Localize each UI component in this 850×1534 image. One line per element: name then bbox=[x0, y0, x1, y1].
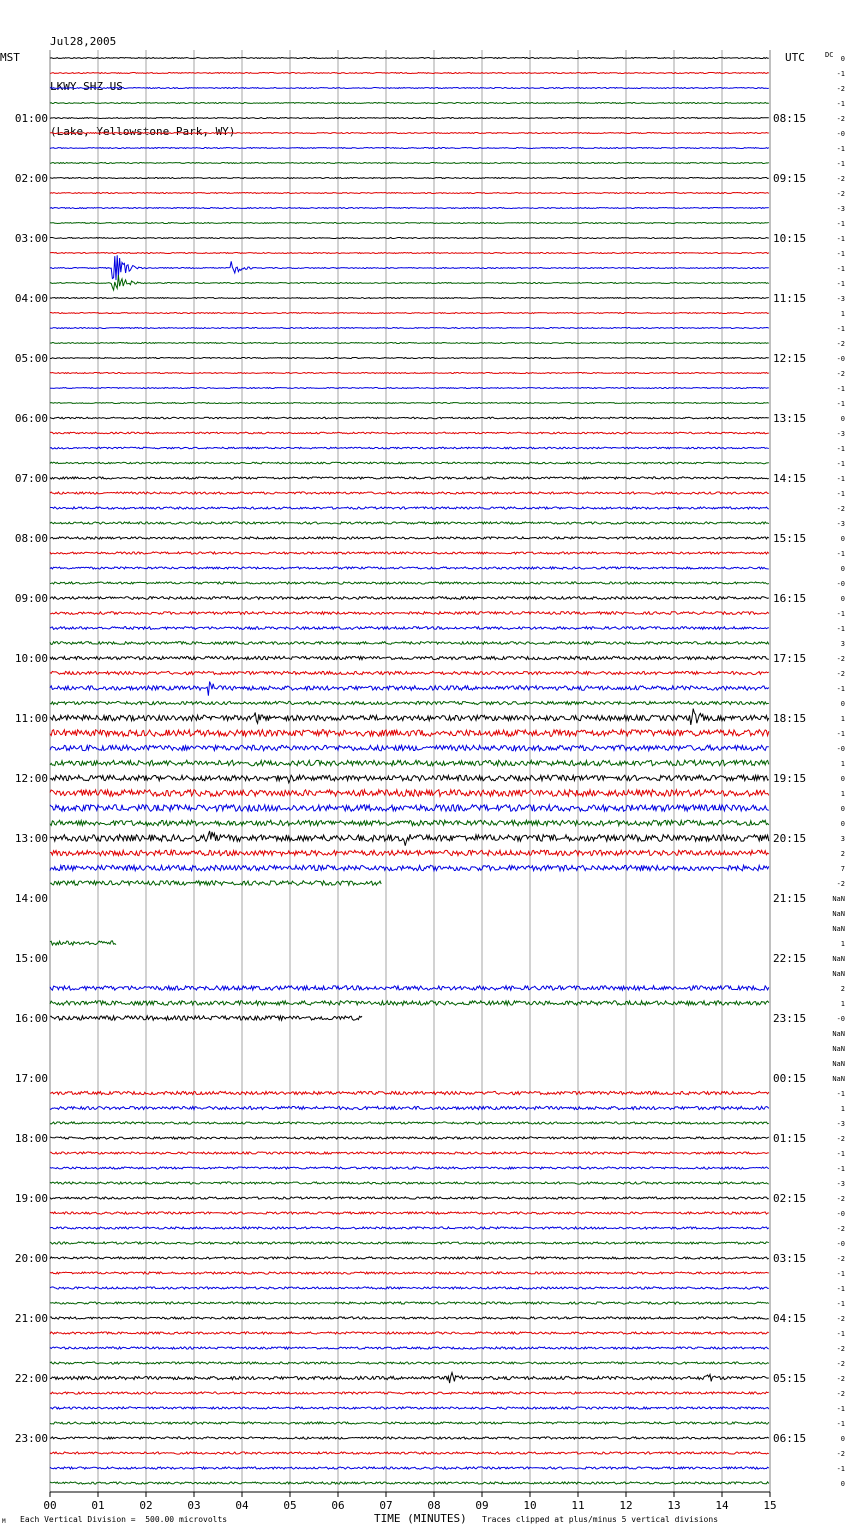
right-hour-labels bbox=[773, 112, 806, 1445]
trace-value-label: -2 bbox=[836, 340, 845, 348]
seismic-trace bbox=[50, 1317, 769, 1319]
seismic-trace bbox=[50, 255, 769, 280]
left-hour-label: 19:00 bbox=[14, 1192, 48, 1205]
seismic-trace bbox=[50, 313, 769, 314]
trace-value-label: -0 bbox=[836, 745, 845, 753]
seismic-trace bbox=[50, 358, 769, 359]
trace-value-label: -1 bbox=[836, 70, 845, 78]
left-hour-label: 04:00 bbox=[14, 292, 48, 305]
seismic-trace bbox=[50, 730, 769, 737]
seismic-trace bbox=[50, 507, 769, 509]
seismic-trace bbox=[50, 208, 769, 209]
right-hour-label: 19:15 bbox=[773, 772, 807, 785]
trace-value-label: NaN bbox=[832, 1060, 845, 1068]
left-hour-label: 14:00 bbox=[14, 892, 48, 905]
left-hour-label: 09:00 bbox=[14, 592, 48, 605]
x-tick-label: 11 bbox=[571, 1499, 585, 1512]
trace-value-label: 0 bbox=[840, 535, 845, 543]
trace-value-label: 7 bbox=[840, 865, 845, 873]
right-hour-label: 12:15 bbox=[773, 352, 807, 365]
right-hour-label: 09:15 bbox=[773, 172, 807, 185]
seismic-trace bbox=[50, 1437, 769, 1439]
seismic-trace bbox=[50, 492, 769, 494]
corner-mark: M bbox=[2, 1518, 6, 1525]
seismic-trace bbox=[50, 148, 769, 149]
trace-value-label: -2 bbox=[836, 655, 845, 663]
seismic-trace bbox=[50, 1242, 769, 1244]
trace-value-label: -0 bbox=[836, 355, 845, 363]
seismic-trace bbox=[50, 597, 769, 600]
left-hour-labels bbox=[15, 112, 48, 1445]
seismic-trace bbox=[50, 1212, 769, 1214]
trace-value-label: -0 bbox=[836, 1210, 845, 1218]
left-hour-label: 03:00 bbox=[14, 232, 48, 245]
trace-value-label: -0 bbox=[836, 1240, 845, 1248]
x-tick-label: 13 bbox=[667, 1499, 681, 1512]
seismic-trace bbox=[50, 1197, 769, 1199]
trace-value-label: NaN bbox=[832, 925, 845, 933]
trace-value-label: -2 bbox=[836, 190, 845, 198]
left-hour-label: 10:00 bbox=[14, 652, 48, 665]
trace-value-label: -2 bbox=[836, 1450, 845, 1458]
trace-value-label: 0 bbox=[840, 820, 845, 828]
right-hour-label: 13:15 bbox=[773, 412, 807, 425]
trace-value-label: -1 bbox=[836, 1420, 845, 1428]
seismic-trace bbox=[50, 118, 769, 119]
right-hour-label: 15:15 bbox=[773, 532, 807, 545]
left-hour-label: 17:00 bbox=[14, 1072, 48, 1085]
right-hour-label: 04:15 bbox=[773, 1312, 807, 1325]
seismic-trace bbox=[50, 328, 769, 329]
right-hour-label: 23:15 bbox=[773, 1012, 807, 1025]
trace-value-label: NaN bbox=[832, 895, 845, 903]
seismic-trace bbox=[50, 1332, 769, 1334]
trace-value-label: -1 bbox=[836, 445, 845, 453]
x-tick-label: 10 bbox=[523, 1499, 537, 1512]
x-tick-label: 08 bbox=[427, 1499, 441, 1512]
left-hour-label: 15:00 bbox=[14, 952, 48, 965]
seismic-trace bbox=[50, 522, 769, 524]
seismic-trace bbox=[50, 805, 769, 812]
seismic-trace bbox=[50, 1392, 769, 1394]
left-hour-label: 06:00 bbox=[14, 412, 48, 425]
trace-value-label: -2 bbox=[836, 1225, 845, 1233]
trace-value-label: -1 bbox=[836, 235, 845, 243]
trace-value-label: NaN bbox=[832, 1030, 845, 1038]
x-tick-label: 01 bbox=[91, 1499, 105, 1512]
left-hour-label: 18:00 bbox=[14, 1132, 48, 1145]
seismic-trace bbox=[50, 745, 769, 750]
seismic-trace bbox=[50, 682, 769, 696]
seismic-trace bbox=[50, 193, 769, 194]
right-hour-label: 20:15 bbox=[773, 832, 807, 845]
x-tick-label: 06 bbox=[331, 1499, 345, 1512]
seismic-trace bbox=[50, 1467, 769, 1469]
trace-value-label: -3 bbox=[836, 1120, 845, 1128]
trace-value-label: NaN bbox=[832, 970, 845, 978]
x-axis-title: TIME (MINUTES) bbox=[374, 1512, 467, 1525]
trace-value-label: 0 bbox=[840, 700, 845, 708]
seismic-trace bbox=[50, 275, 769, 290]
trace-value-label: 3 bbox=[840, 835, 845, 843]
seismic-trace bbox=[50, 373, 769, 374]
trace-value-label: -1 bbox=[836, 160, 845, 168]
seismic-trace bbox=[50, 1362, 769, 1364]
trace-value-label: -1 bbox=[836, 100, 845, 108]
seismic-trace bbox=[50, 73, 769, 74]
trace-value-label: NaN bbox=[832, 910, 845, 918]
trace-value-label: -1 bbox=[836, 1270, 845, 1278]
trace-value-label: -2 bbox=[836, 1135, 845, 1143]
seismic-trace bbox=[50, 417, 769, 419]
seismic-trace bbox=[50, 1167, 769, 1169]
trace-value-label: -2 bbox=[836, 1345, 845, 1353]
right-timezone-label: UTC bbox=[785, 51, 805, 64]
seismic-trace bbox=[50, 760, 769, 765]
seismic-trace bbox=[50, 1016, 362, 1020]
left-hour-label: 01:00 bbox=[14, 112, 48, 125]
trace-value-label: 1 bbox=[840, 715, 845, 723]
seismic-trace bbox=[50, 1373, 769, 1384]
trace-value-label: -1 bbox=[836, 550, 845, 558]
x-tick-label: 15 bbox=[763, 1499, 777, 1512]
trace-value-label: -1 bbox=[836, 730, 845, 738]
trace-value-label: -2 bbox=[836, 1255, 845, 1263]
seismic-trace bbox=[50, 388, 769, 389]
left-hour-label: 11:00 bbox=[14, 712, 48, 725]
trace-value-label: NaN bbox=[832, 955, 845, 963]
right-hour-label: 21:15 bbox=[773, 892, 807, 905]
seismic-trace bbox=[50, 709, 769, 725]
trace-value-label: NaN bbox=[832, 1075, 845, 1083]
trace-value-label: -3 bbox=[836, 1180, 845, 1188]
seismic-trace bbox=[50, 831, 769, 846]
trace-value-label: -1 bbox=[836, 220, 845, 228]
seismic-trace bbox=[50, 223, 769, 224]
trace-value-label: 1 bbox=[840, 1000, 845, 1008]
seismic-trace bbox=[50, 238, 769, 239]
left-hour-label: 23:00 bbox=[14, 1432, 48, 1445]
left-hour-label: 21:00 bbox=[14, 1312, 48, 1325]
trace-value-label: -3 bbox=[836, 295, 845, 303]
trace-value-label: -1 bbox=[836, 400, 845, 408]
seismic-trace bbox=[50, 462, 769, 464]
seismic-trace bbox=[50, 656, 769, 659]
seismic-trace bbox=[50, 133, 769, 134]
trace-value-label: -2 bbox=[836, 505, 845, 513]
trace-value-label: -2 bbox=[836, 1195, 845, 1203]
scale-note: Each Vertical Division = 500.00 microvolts bbox=[20, 1515, 228, 1524]
trace-value-label: -1 bbox=[836, 610, 845, 618]
seismic-trace bbox=[50, 1482, 769, 1484]
seismic-trace bbox=[50, 537, 769, 539]
left-hour-label: 05:00 bbox=[14, 352, 48, 365]
trace-value-label: -1 bbox=[836, 1165, 845, 1173]
trace-value-label: -2 bbox=[836, 1360, 845, 1368]
trace-value-label: -1 bbox=[836, 625, 845, 633]
seismic-trace bbox=[50, 1422, 769, 1424]
trace-value-label: 0 bbox=[840, 415, 845, 423]
left-hour-label: 22:00 bbox=[14, 1372, 48, 1385]
seismic-trace bbox=[50, 1182, 769, 1184]
seismic-trace bbox=[50, 178, 769, 179]
trace-value-label: -3 bbox=[836, 205, 845, 213]
trace-value-label: -2 bbox=[836, 880, 845, 888]
seismic-trace bbox=[50, 775, 769, 783]
left-timezone-label: MST bbox=[0, 51, 20, 64]
trace-value-label: 2 bbox=[840, 985, 845, 993]
trace-value-label: -1 bbox=[836, 145, 845, 153]
seismic-trace bbox=[50, 701, 769, 704]
trace-value-label: -3 bbox=[836, 430, 845, 438]
seismic-trace bbox=[50, 343, 769, 344]
seismic-trace bbox=[50, 1137, 769, 1139]
right-hour-label: 01:15 bbox=[773, 1132, 807, 1145]
trace-value-label: -2 bbox=[836, 370, 845, 378]
trace-value-label: 0 bbox=[840, 805, 845, 813]
trace-value-label: -0 bbox=[836, 130, 845, 138]
seismic-trace bbox=[50, 1091, 769, 1094]
trace-value-labels bbox=[832, 55, 845, 1488]
trace-value-label: 0 bbox=[840, 1435, 845, 1443]
seismic-trace bbox=[50, 1152, 769, 1154]
seismic-trace bbox=[50, 642, 769, 645]
station-code: LKWY SHZ US bbox=[50, 80, 123, 93]
seismic-trace bbox=[50, 432, 769, 434]
seismic-trace bbox=[50, 820, 769, 825]
seismic-trace bbox=[50, 103, 769, 104]
x-tick-label: 02 bbox=[139, 1499, 153, 1512]
trace-value-label: -1 bbox=[836, 685, 845, 693]
trace-value-label: -2 bbox=[836, 115, 845, 123]
left-hour-label: 16:00 bbox=[14, 1012, 48, 1025]
left-hour-label: 12:00 bbox=[14, 772, 48, 785]
left-hour-label: 13:00 bbox=[14, 832, 48, 845]
seismic-trace bbox=[50, 1272, 769, 1274]
x-axis-ticks bbox=[43, 1492, 776, 1512]
seismic-trace bbox=[50, 627, 769, 630]
right-hour-label: 06:15 bbox=[773, 1432, 807, 1445]
trace-value-label: 1 bbox=[840, 1105, 845, 1113]
right-hour-label: 08:15 bbox=[773, 112, 807, 125]
trace-value-label: 2 bbox=[840, 850, 845, 858]
left-hour-label: 20:00 bbox=[14, 1252, 48, 1265]
x-tick-label: 05 bbox=[283, 1499, 297, 1512]
trace-value-label: 3 bbox=[840, 640, 845, 648]
trace-value-label: -1 bbox=[836, 250, 845, 258]
seismic-trace bbox=[50, 298, 769, 299]
seismic-trace bbox=[50, 1001, 769, 1005]
trace-value-label: -1 bbox=[836, 460, 845, 468]
plot-date: Jul28,2005 bbox=[50, 35, 117, 48]
x-tick-label: 00 bbox=[43, 1499, 57, 1512]
trace-value-label: -1 bbox=[836, 280, 845, 288]
trace-value-label: -1 bbox=[836, 1150, 845, 1158]
trace-value-label: -2 bbox=[836, 670, 845, 678]
seismic-trace bbox=[50, 1227, 769, 1229]
trace-value-label: 1 bbox=[840, 940, 845, 948]
seismic-trace bbox=[50, 941, 116, 945]
trace-value-label: 0 bbox=[840, 775, 845, 783]
seismic-trace bbox=[50, 552, 769, 554]
trace-value-label: -1 bbox=[836, 1405, 845, 1413]
seismic-trace bbox=[50, 1452, 769, 1454]
seismic-trace bbox=[50, 671, 769, 674]
right-hour-label: 11:15 bbox=[773, 292, 807, 305]
seismic-trace bbox=[50, 253, 769, 254]
trace-value-label: 0 bbox=[840, 595, 845, 603]
left-hour-label: 02:00 bbox=[14, 172, 48, 185]
seismic-trace bbox=[50, 1122, 769, 1124]
seismic-trace bbox=[50, 1347, 769, 1349]
seismic-trace bbox=[50, 881, 381, 885]
grid-lines bbox=[50, 50, 770, 1492]
trace-value-label: -2 bbox=[836, 1375, 845, 1383]
trace-value-label: 1 bbox=[840, 310, 845, 318]
seismic-trace bbox=[50, 567, 769, 569]
station-location: (Lake, Yellowstone Park, WY) bbox=[50, 125, 236, 138]
trace-value-label: NaN bbox=[832, 1045, 845, 1053]
seismic-trace bbox=[50, 1257, 769, 1259]
trace-value-label: -1 bbox=[836, 490, 845, 498]
left-hour-label: 07:00 bbox=[14, 472, 48, 485]
trace-value-label: 0 bbox=[840, 1480, 845, 1488]
seismic-trace bbox=[50, 790, 769, 797]
right-hour-label: 10:15 bbox=[773, 232, 807, 245]
trace-value-label: -0 bbox=[836, 580, 845, 588]
trace-value-label: -1 bbox=[836, 1465, 845, 1473]
trace-value-label: -2 bbox=[836, 1315, 845, 1323]
trace-value-label: -0 bbox=[836, 1015, 845, 1023]
trace-value-label: -2 bbox=[836, 1390, 845, 1398]
seismic-trace bbox=[50, 88, 769, 89]
right-hour-label: 22:15 bbox=[773, 952, 807, 965]
trace-value-label: -1 bbox=[836, 1300, 845, 1308]
seismic-trace bbox=[50, 850, 769, 855]
seismic-trace bbox=[50, 1106, 769, 1109]
seismic-trace bbox=[50, 58, 769, 59]
trace-value-label: -1 bbox=[836, 1090, 845, 1098]
trace-value-label: 0 bbox=[840, 565, 845, 573]
seismic-trace bbox=[50, 986, 769, 990]
trace-value-label: -1 bbox=[836, 475, 845, 483]
right-hour-label: 14:15 bbox=[773, 472, 807, 485]
trace-value-label: -1 bbox=[836, 325, 845, 333]
seismic-trace bbox=[50, 477, 769, 479]
left-hour-label: 08:00 bbox=[14, 532, 48, 545]
seismic-trace bbox=[50, 403, 769, 404]
seismic-trace bbox=[50, 1302, 769, 1304]
trace-value-label: 1 bbox=[840, 790, 845, 798]
trace-value-label: -3 bbox=[836, 520, 845, 528]
seismic-trace bbox=[50, 163, 769, 164]
x-tick-label: 07 bbox=[379, 1499, 393, 1512]
right-hour-label: 17:15 bbox=[773, 652, 807, 665]
dc-label: DC bbox=[825, 51, 834, 59]
x-tick-label: 12 bbox=[619, 1499, 633, 1512]
trace-value-label: -1 bbox=[836, 1330, 845, 1338]
x-tick-label: 04 bbox=[235, 1499, 249, 1512]
trace-value-label: -2 bbox=[836, 175, 845, 183]
seismic-trace bbox=[50, 612, 769, 615]
trace-value-label: -2 bbox=[836, 85, 845, 93]
seismic-trace bbox=[50, 865, 769, 870]
clip-note: Traces clipped at plus/minus 5 vertical divisions bbox=[482, 1515, 719, 1524]
trace-value-label: -1 bbox=[836, 1285, 845, 1293]
right-hour-label: 16:15 bbox=[773, 592, 807, 605]
right-hour-label: 05:15 bbox=[773, 1372, 807, 1385]
seismic-trace bbox=[50, 582, 769, 584]
right-hour-label: 18:15 bbox=[773, 712, 807, 725]
trace-value-label: -1 bbox=[836, 265, 845, 273]
x-tick-label: 09 bbox=[475, 1499, 489, 1512]
trace-value-label: 1 bbox=[840, 760, 845, 768]
x-tick-label: 03 bbox=[187, 1499, 201, 1512]
right-hour-label: 02:15 bbox=[773, 1192, 807, 1205]
trace-value-label: -1 bbox=[836, 385, 845, 393]
x-tick-label: 14 bbox=[715, 1499, 729, 1512]
trace-value-label: 0 bbox=[840, 55, 845, 63]
seismic-traces bbox=[50, 58, 769, 1485]
right-hour-label: 03:15 bbox=[773, 1252, 807, 1265]
seismic-trace bbox=[50, 1407, 769, 1409]
right-hour-label: 00:15 bbox=[773, 1072, 807, 1085]
seismic-trace bbox=[50, 447, 769, 449]
seismic-trace bbox=[50, 1287, 769, 1289]
